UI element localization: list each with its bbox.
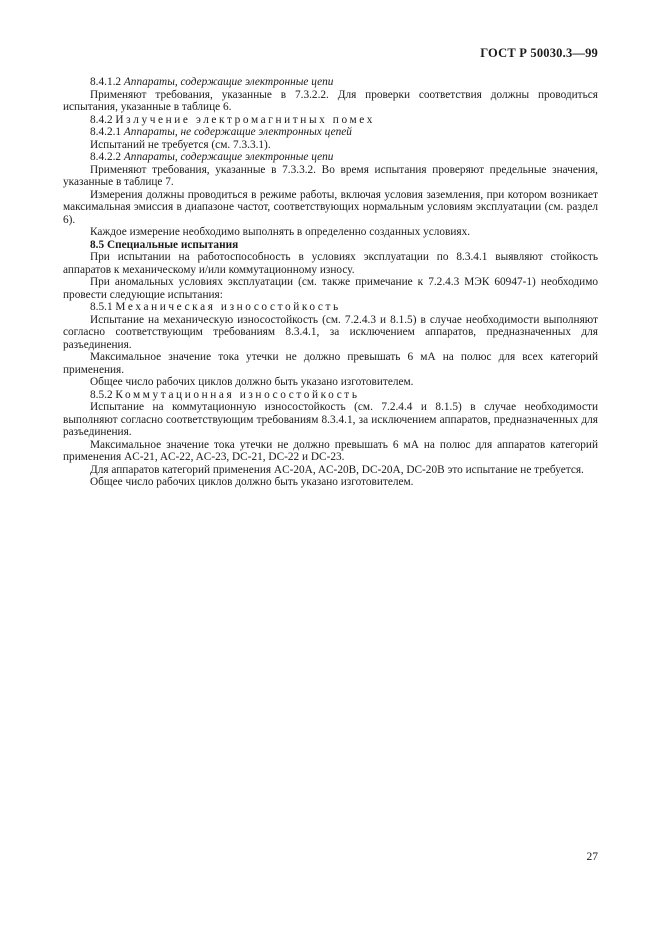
paragraph: Применяют требования, указанные в 7.3.3.2. Во время испытания проверяют предельные значения, указанные в таблице 7.	[63, 163, 598, 188]
paragraph: При испытании на работоспособность в условиях эксплуатации по 8.3.4.1 выявляют стойкость аппаратов к механическому и/или коммутационному износу.	[63, 251, 598, 276]
paragraph-8-4-1-2	[63, 76, 598, 89]
paragraph: Общее число рабочих циклов должно быть указано изготовителем.	[90, 376, 414, 388]
clause-number: 8.5	[90, 238, 105, 251]
paragraph: Общее число рабочих циклов должно быть указано изготовителем.	[90, 476, 414, 488]
clause-number: 8.4.2	[90, 113, 113, 126]
paragraph: Для аппаратов категорий применения AC-20A, AC-20B, DC-20A, DC-20B это испытание не требуется.	[90, 463, 584, 476]
paragraph: Испытание на коммутационную износостойкость (см. 7.2.4.4 и 8.1.5) в случае необходимости выполняют согласно соответствующим требованиям 8.3.4.1, за исключением аппаратов, предназначенных для разъединения.	[63, 401, 598, 438]
clause-title: Коммутационная износостойкость	[115, 388, 360, 401]
paragraph-8-5-1	[63, 301, 598, 314]
paragraph: При аномальных условиях эксплуатации (см. также примечание к 7.2.4.3 МЭК 60947-1) необходимо провести следующие испытания:	[63, 276, 598, 301]
paragraph: Максимальное значение тока утечки не должно превышать 6 мА на полюс для всех категорий применения.	[63, 351, 598, 376]
paragraph: Измерения должны проводиться в режиме работы, включая условия заземления, при котором возникает максимальная эмиссия в диапазоне частот, соответствующих нормальным условиям эксплуатации (см. раздел 6).	[63, 188, 598, 226]
paragraph-8-5-2	[63, 389, 598, 402]
clause-number: 8.5.2	[90, 388, 113, 401]
clause-title: Аппараты, не содержащие электронных цепей	[123, 126, 352, 138]
clause-title: Механическая износостойкость	[115, 301, 341, 313]
paragraph-8-4-2	[63, 114, 598, 127]
clause-title: Излучение электромагнитных помех	[115, 113, 375, 126]
page-number: 27	[586, 851, 598, 863]
paragraph: Каждое измерение необходимо выполнять в определенно созданных условиях.	[90, 226, 471, 238]
paragraph: Максимальное значение тока утечки не должно превышать 6 мА на полюс для аппаратов категорий применения AC-21, AC-22, AC-23, DC-21, DC-22 и DC-23.	[63, 438, 598, 463]
clause-number: 8.5.1	[90, 301, 113, 313]
paragraph: Испытание на механическую износостойкость (см. 7.2.4.3 и 8.1.5) в случае необходимости выполняют согласно соответствующим требованиям 8.3.4.1, за исключением аппаратов, предназначенных для разъединения.	[63, 313, 598, 351]
paragraph: Применяют требования, указанные в 7.3.2.2. Для проверки соответствия должны проводиться испытания, указанные в таблице 6.	[63, 88, 598, 113]
paragraph-8-4-2-2	[63, 151, 598, 164]
section-heading-8-5	[63, 239, 598, 252]
clause-title: Аппараты, содержащие электронные цепи	[123, 151, 334, 163]
paragraph-8-4-2-1	[63, 126, 598, 139]
section-title: Специальные испытания	[106, 238, 239, 251]
clause-number: 8.4.1.2	[90, 76, 122, 88]
document-header: ГОСТ Р 50030.3—99	[480, 46, 598, 60]
clause-title: Аппараты, содержащие электронные цепи	[123, 76, 334, 88]
document-body	[63, 76, 598, 489]
paragraph: Испытаний не требуется (см. 7.3.3.1).	[90, 138, 271, 151]
clause-number: 8.4.2.1	[90, 126, 122, 138]
clause-number: 8.4.2.2	[90, 151, 122, 163]
